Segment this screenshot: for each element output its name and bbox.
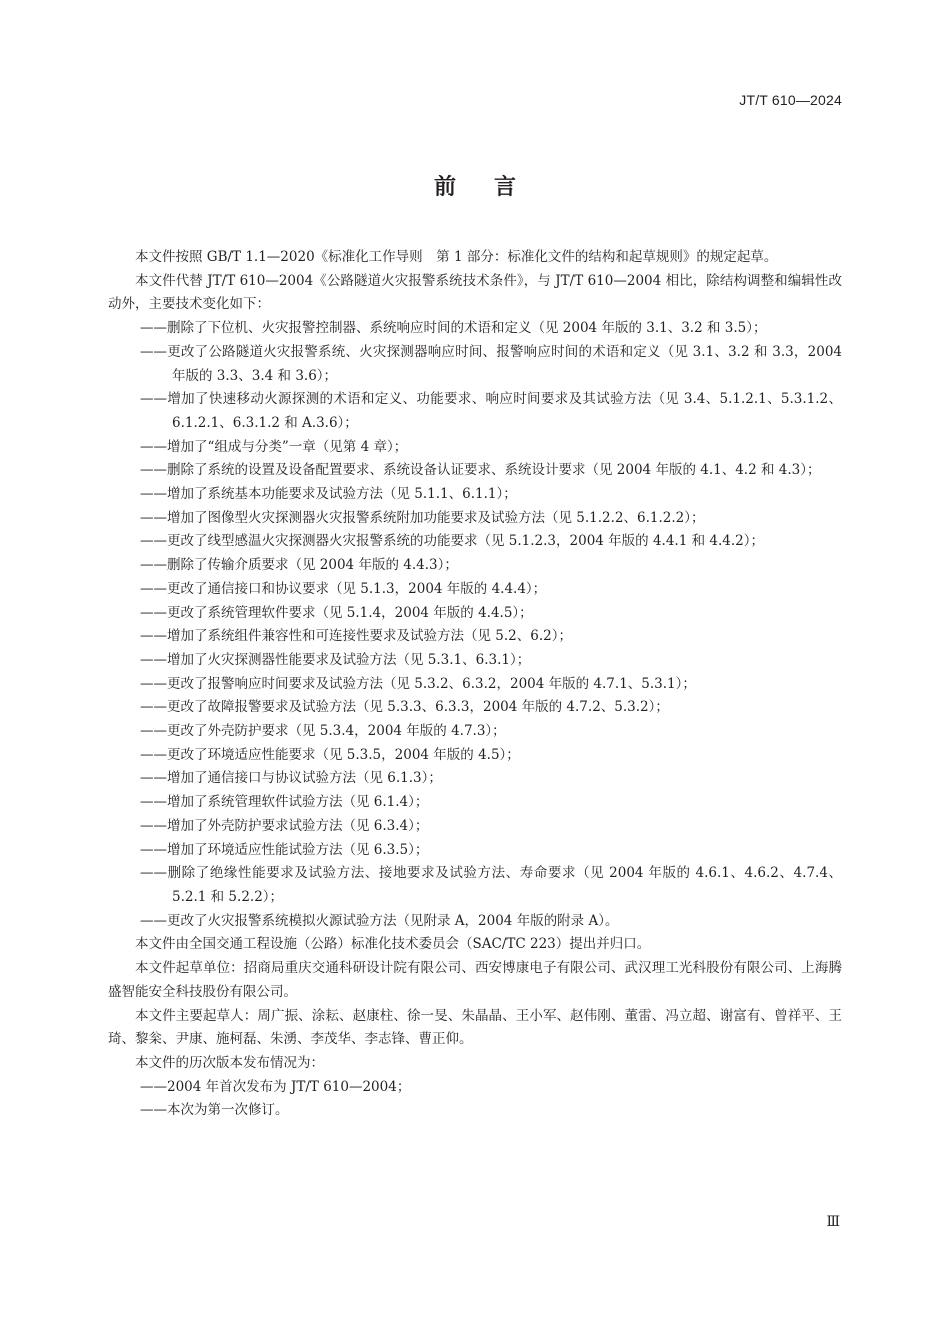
document-body [108,246,842,1123]
history-heading: 本文件的历次版本发布情况为： [135,1054,324,1071]
list-item: ——增加了系统管理软件试验方法（见 6.1.4）； [140,794,429,811]
drafters-paragraph: 本文件主要起草人：周广振、涂耘、赵康柱、徐一旻、朱晶晶、王小军、赵伟刚、董雷、冯立超、谢富有、曾祥平、王琦、黎枀、尹康、施柯磊、朱湧、李茂华、李志锋、曹正仰。 [108,1007,842,1048]
list-item: ——增加了外壳防护要求试验方法（见 6.3.4）； [140,817,429,834]
list-item: ——增加了通信接口与协议试验方法（见 6.1.3）； [140,770,442,787]
list-item: ——删除了下位机、火灾报警控制器、系统响应时间的术语和定义（见 2004 年版的 3.1、3.2 和 3.5）； [140,320,767,337]
list-item: ——2004 年首次发布为 JT/T 610—2004； [140,1078,411,1095]
list-item: ——增加了系统基本功能要求及试验方法（见 5.1.1、6.1.1）； [140,486,517,503]
list-item: ——本次为第一次修订。 [140,1102,289,1119]
list-item: ——更改了公路隧道火灾报警系统、火灾探测器响应时间、报警响应时间的术语和定义（见 3.1、3.2 和 3.3，2004 年版的 3.3、3.4 和 3.6）； [140,343,842,384]
list-item: ——增加了图像型火灾探测器火灾报警系统附加功能要求及试验方法（见 5.1.2.2、6.1.2.2）； [140,509,705,526]
list-item: ——删除了传输介质要求（见 2004 年版的 4.4.3）； [140,557,458,574]
changes-list [108,317,842,933]
list-item: ——更改了系统管理软件要求（见 5.1.4，2004 年版的 4.4.5）； [140,604,533,621]
list-item: ——增加了火灾探测器性能要求及试验方法（见 5.3.1、6.3.1）； [140,651,531,668]
standard-number: JT/T 610—2024 [739,92,842,108]
page-number: Ⅲ [826,1214,840,1230]
intro-paragraph: 本文件代替 JT/T 610—2004《公路隧道火灾报警系统技术条件》，与 JT/T 610—2004 相比，除结构调整和编辑性改动外，主要技术变化如下： [108,272,842,313]
list-item: ——更改了线型感温火灾探测器火灾报警系统的功能要求（见 5.1.2.3，2004 年版的 4.4.1 和 4.4.2）； [140,533,764,550]
drafting-units-paragraph: 本文件起草单位：招商局重庆交通科研设计院有限公司、西安博康电子有限公司、武汉理工光科股份有限公司、上海腾盛智能安全科技股份有限公司。 [108,960,842,1000]
list-item: ——增加了系统组件兼容性和可连接性要求及试验方法（见 5.2、6.2）； [140,628,572,645]
list-item: ——更改了火灾报警系统模拟火源试验方法（见附录 A，2004 年版的附录 A）。 [140,912,619,929]
list-item: ——删除了绝缘性能要求及试验方法、接地要求及试验方法、寿命要求（见 2004 年版的 4.6.1、4.6.2、4.7.4、5.2.1 和 5.2.2）； [140,865,842,905]
committee-paragraph: 本文件由全国交通工程设施（公路）标准化技术委员会（SAC/TC 223）提出并归口。 [135,936,651,953]
list-item: ——更改了通信接口和协议要求（见 5.1.3，2004 年版的 4.4.4）； [140,580,547,597]
list-item: ——增加了快速移动火源探测的术语和定义、功能要求、响应时间要求及其试验方法（见 3.4、5.1.2.1、5.3.1.2、6.1.2.1、6.3.1.2 和 A.3.6）； [140,391,842,431]
intro-paragraph: 本文件按照 GB/T 1.1—2020《标准化工作导则 第 1 部分：标准化文件的结构和起草规则》的规定起草。 [135,249,778,265]
list-item: ——增加了“组成与分类”一章（见第 4 章）； [140,438,408,455]
history-list [108,1076,842,1123]
list-item: ——更改了报警响应时间要求及试验方法（见 5.3.2、6.3.2，2004 年版的 4.7.1、5.3.1）； [140,675,696,692]
list-item: ——更改了环境适应性能要求（见 5.3.5，2004 年版的 4.5）； [140,746,520,763]
list-item: ——删除了系统的设置及设备配置要求、系统设备认证要求、系统设计要求（见 2004 年版的 4.1、4.2 和 4.3）； [140,462,821,479]
page-title: 前言 [433,175,554,200]
list-item: ——增加了环境适应性能试验方法（见 6.3.5）； [140,841,429,858]
list-item: ——更改了外壳防护要求（见 5.3.4，2004 年版的 4.7.3）； [140,723,506,740]
list-item: ——更改了故障报警要求及试验方法（见 5.3.3、6.3.3，2004 年版的 4.7.2、5.3.2）； [140,699,669,716]
